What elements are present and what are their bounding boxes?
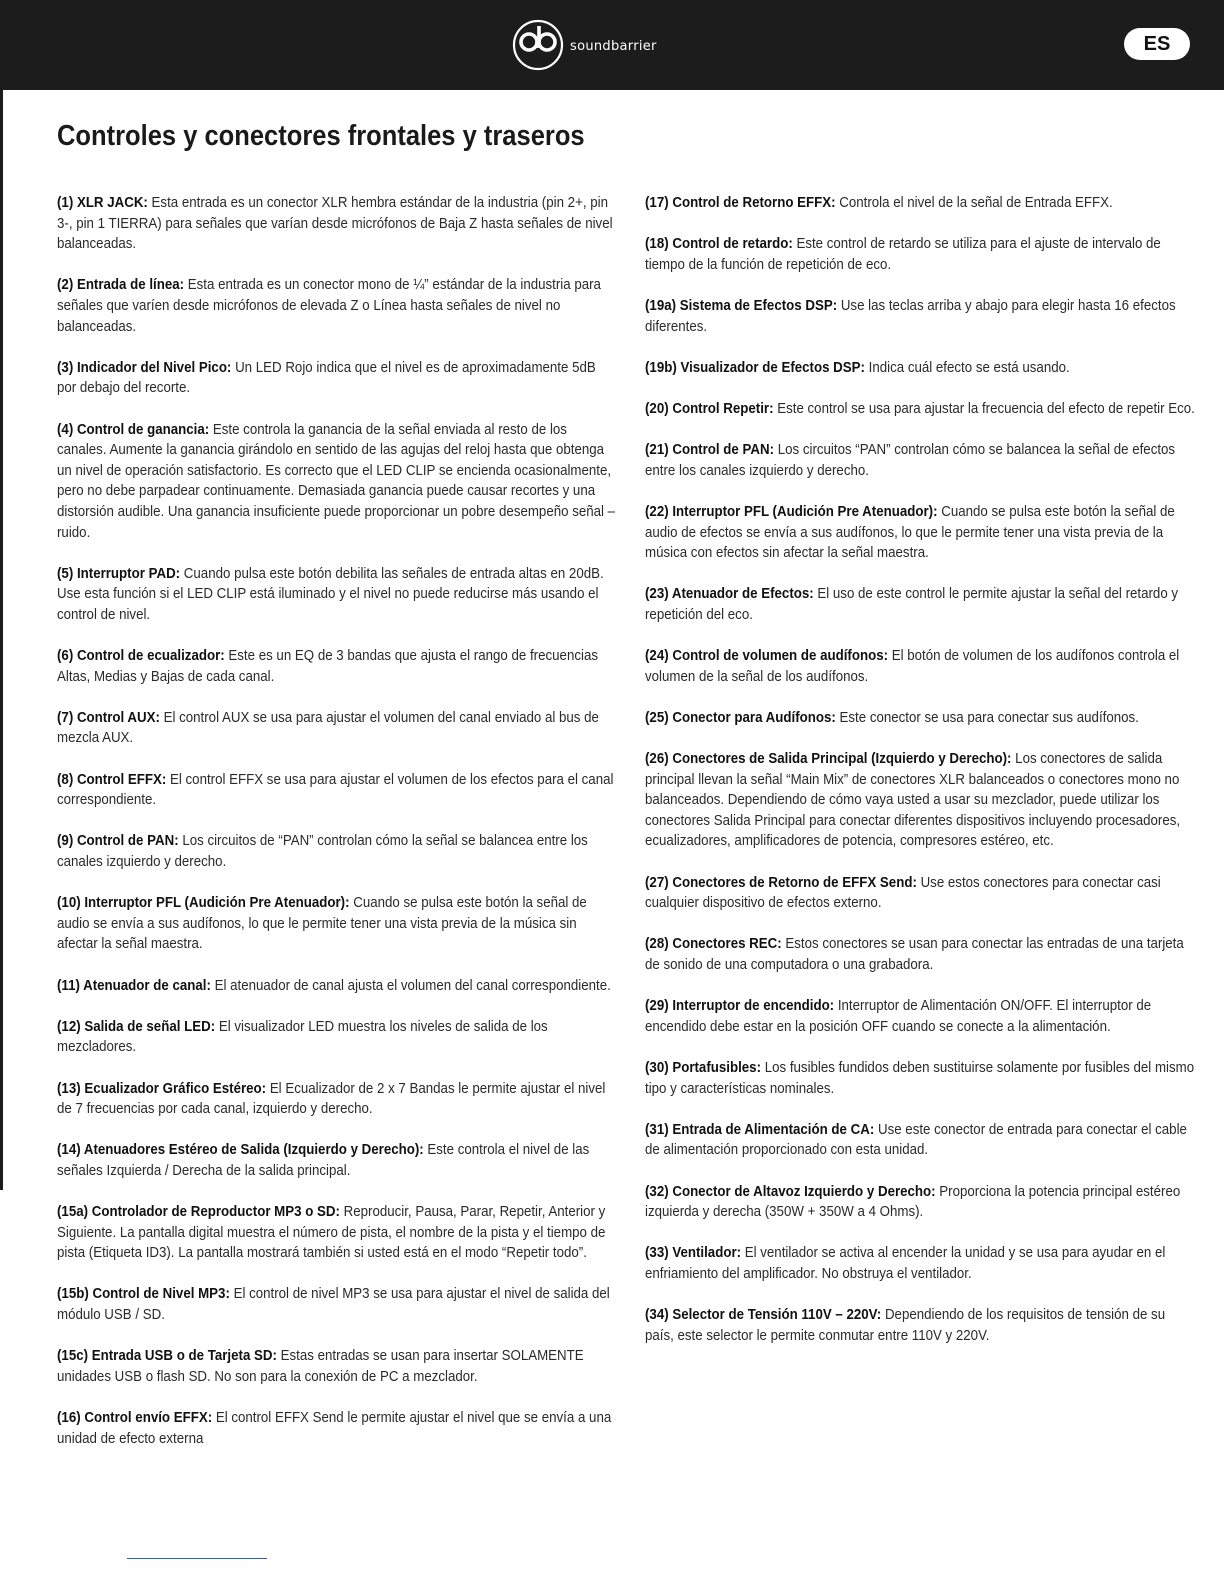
language-badge: ES bbox=[1124, 28, 1190, 60]
spec-term: (18) Control de retardo: bbox=[645, 236, 793, 253]
spec-item bbox=[645, 1243, 1195, 1284]
spec-term: (8) Control EFFX: bbox=[57, 771, 167, 788]
spec-term: (19a) Sistema de Efectos DSP: bbox=[645, 297, 838, 314]
spec-term: (1) XLR JACK: bbox=[57, 195, 148, 211]
spec-item bbox=[57, 1079, 617, 1120]
spec-description: El control EFFX se usa para ajustar el volumen de los efectos para el canal correspondiente. bbox=[57, 771, 614, 809]
spec-description: Este conector se usa para conectar sus audífonos. bbox=[835, 709, 1139, 726]
spec-item bbox=[645, 399, 1195, 420]
spec-item bbox=[645, 358, 1195, 379]
spec-description: El uso de este control le permite ajustar la señal del retardo y repetición del eco. bbox=[645, 586, 1179, 623]
spec-description: Proporciona la potencia principal estéreo izquierda y derecha (350W + 350W a 4 Ohms). bbox=[645, 1183, 1181, 1221]
spec-item bbox=[57, 1346, 617, 1387]
spec-item bbox=[57, 1284, 617, 1325]
spec-term: (16) Control envío EFFX: bbox=[57, 1410, 213, 1427]
spec-term: (4) Control de ganancia: bbox=[57, 421, 210, 438]
spec-description: Use este conector de entrada para conectar el cable de alimentación proporcionado con esta unidad. bbox=[645, 1121, 1187, 1159]
spec-term: (33) Ventilador: bbox=[645, 1245, 742, 1262]
spec-item bbox=[645, 646, 1195, 687]
spec-description: El control AUX se usa para ajustar el volumen del canal enviado al bus de mezcla AUX. bbox=[57, 709, 599, 747]
spec-item bbox=[645, 440, 1195, 481]
spec-description: Interruptor de Alimentación ON/OFF. El interruptor de encendido debe estar en la posición OFF cuando se conecte a la alimentación. bbox=[645, 998, 1152, 1035]
spec-term: (24) Control de volumen de audífonos: bbox=[645, 648, 889, 665]
spec-term: (10) Interruptor PFL (Audición Pre Atenuador): bbox=[57, 895, 350, 912]
spec-term: (12) Salida de señal LED: bbox=[57, 1018, 216, 1035]
spec-item bbox=[57, 275, 617, 337]
spec-item bbox=[57, 1140, 617, 1181]
spec-term: (7) Control AUX: bbox=[57, 709, 160, 726]
spec-item bbox=[645, 873, 1195, 914]
spec-term: (26) Conectores de Salida Principal (Izquierdo y Derecho): bbox=[645, 751, 1012, 768]
spec-item bbox=[57, 193, 617, 255]
spec-item bbox=[57, 564, 617, 626]
spec-description: Los fusibles fundidos deben sustituirse solamente por fusibles del mismo tipo y características nominales. bbox=[645, 1059, 1195, 1097]
spec-item bbox=[57, 770, 617, 811]
spec-item bbox=[645, 193, 1195, 214]
page-title: Controles y conectores frontales y traseros bbox=[57, 120, 585, 152]
spec-term: (30) Portafusibles: bbox=[645, 1059, 762, 1076]
left-margin-rule bbox=[0, 90, 3, 1190]
spec-description: Este control se usa para ajustar la frecuencia del efecto de repetir Eco. bbox=[773, 400, 1195, 417]
spec-term: (17) Control de Retorno EFFX: bbox=[645, 195, 836, 211]
spec-item bbox=[57, 646, 617, 687]
spec-term: (6) Control de ecualizador: bbox=[57, 648, 225, 665]
spec-description: Los circuitos de “PAN” controlan cómo la señal se balancea entre los canales izquierdo y derecho. bbox=[57, 833, 588, 870]
spec-description: El botón de volumen de los audífonos controla el volumen de la señal de los audífonos. bbox=[645, 648, 1180, 685]
spec-term: (11) Atenuador de canal: bbox=[57, 977, 211, 994]
spec-description: Los circuitos “PAN” controlan cómo se balancea la señal de efectos entre los canales izquierdo y derecho. bbox=[645, 442, 1176, 479]
spec-description: Cuando se pulsa este botón la señal de audio de efectos se envía a sus audífonos, lo que le permite tener una vista previa de la música con efectos sin afectar la señal maestra. bbox=[645, 503, 1175, 562]
spec-description: Reproducir, Pausa, Parar, Repetir, Anterior y Siguiente. La pantalla digital muestra el número de pista, el nombre de la pista y el tiempo de pista (Etiqueta ID3). La pantalla mostrará también si usted está en el modo “Repetir todo”. bbox=[57, 1204, 606, 1262]
spec-item bbox=[645, 996, 1195, 1037]
spec-term: (3) Indicador del Nivel Pico: bbox=[57, 359, 232, 376]
spec-description: Indica cuál efecto se está usando. bbox=[864, 359, 1070, 376]
spec-description: Esta entrada es un conector mono de ¼” estándar de la industria para señales que varíen desde micrófonos de elevada Z o Línea hasta señales de nivel no balanceadas. bbox=[57, 277, 601, 335]
spec-term: (9) Control de PAN: bbox=[57, 833, 179, 850]
brand-logo bbox=[510, 18, 657, 72]
spec-description: Esta entrada es un conector XLR hembra estándar de la industria (pin 2+, pin 3-, pin 1 TIERRA) para señales que varían desde micrófonos de Baja Z hasta señales de nivel balanceadas. bbox=[57, 195, 613, 253]
spec-description: El ventilador se activa al encender la unidad y se usa para ayudar en el enfriamiento del amplificador. No obstruya el ventilador. bbox=[645, 1245, 1166, 1282]
spec-description: Este controla el nivel de las señales Izquierda / Derecha de la salida principal. bbox=[57, 1142, 590, 1179]
spec-term: (25) Conector para Audífonos: bbox=[645, 709, 836, 726]
spec-term: (28) Conectores REC: bbox=[645, 936, 782, 953]
spec-description: Estos conectores se usan para conectar las entradas de una tarjeta de sonido de una computadora o una grabadora. bbox=[645, 936, 1184, 973]
spec-item bbox=[57, 420, 617, 544]
spec-term: (15b) Control de Nivel MP3: bbox=[57, 1286, 230, 1303]
spec-description: Un LED Rojo indica que el nivel es de aproximadamente 5dB por debajo del recorte. bbox=[57, 359, 596, 397]
spec-description: Use estos conectores para conectar casi cualquier dispositivo de efectos externo. bbox=[645, 874, 1161, 912]
spec-term: (21) Control de PAN: bbox=[645, 442, 775, 459]
spec-description: Controla el nivel de la señal de Entrada EFFX. bbox=[835, 195, 1113, 211]
spec-item bbox=[57, 1017, 617, 1058]
spec-item bbox=[57, 708, 617, 749]
spec-item bbox=[645, 1058, 1195, 1099]
spec-item bbox=[645, 708, 1195, 729]
spec-term: (14) Atenuadores Estéreo de Salida (Izquierdo y Derecho): bbox=[57, 1142, 424, 1159]
spec-item bbox=[645, 502, 1195, 564]
spec-item bbox=[645, 1120, 1195, 1161]
spec-term: (20) Control Repetir: bbox=[645, 400, 774, 417]
spec-description: Este control de retardo se utiliza para el ajuste de intervalo de tiempo de la función de repetición de eco. bbox=[645, 236, 1161, 273]
spec-term: (2) Entrada de línea: bbox=[57, 277, 185, 294]
spec-item bbox=[645, 234, 1195, 275]
spec-description: Los conectores de salida principal llevan la señal “Main Mix” de conectores XLR balanceados o conectores mono no balanceados. Dependiendo de cómo vaya usted a usar su mezclador, puede utilizar los conectores Salida Principal para conectar diferentes dispositivos incluyendo procesadores, ecualizadores, amplificadores de potencia, compresores estéreo, etc. bbox=[645, 751, 1181, 850]
soundbarrier-logo-icon bbox=[510, 18, 566, 72]
left-column bbox=[57, 193, 617, 1470]
spec-item bbox=[57, 976, 617, 997]
spec-term: (23) Atenuador de Efectos: bbox=[645, 586, 814, 603]
spec-term: (27) Conectores de Retorno de EFFX Send: bbox=[645, 874, 917, 891]
spec-description: Use las teclas arriba y abajo para elegir hasta 16 efectos diferentes. bbox=[645, 297, 1176, 335]
spec-item bbox=[645, 1305, 1195, 1346]
spec-description: Este controla la ganancia de la señal enviada al resto de los canales. Aumente la ganancia girándolo en sentido de las agujas del reloj hasta que obtenga un nivel de operación satisfactorio. Es correcto que el LED CLIP se encienda ocasionalmente, pero no debe parpadear continuamente. Demasiada ganancia puede causar recortes y una distorsión audible. Una ganancia insuficiente puede proporcionar un pobre desempeño señal – ruido. bbox=[57, 421, 616, 541]
spec-item bbox=[645, 584, 1195, 625]
spec-item bbox=[57, 1408, 617, 1449]
spec-description: Cuando se pulsa este botón la señal de audio se envía a sus audífonos, lo que le permite tener una vista previa de la música sin afectar la señal maestra. bbox=[57, 895, 587, 953]
spec-term: (34) Selector de Tensión 110V – 220V: bbox=[645, 1307, 882, 1324]
spec-description: El visualizador LED muestra los niveles de salida de los mezcladores. bbox=[57, 1018, 548, 1056]
right-column bbox=[645, 193, 1195, 1367]
spec-item bbox=[57, 358, 617, 399]
page-header bbox=[0, 0, 1224, 90]
spec-description: El atenuador de canal ajusta el volumen del canal correspondiente. bbox=[210, 977, 611, 994]
spec-term: (32) Conector de Altavoz Izquierdo y Derecho: bbox=[645, 1183, 936, 1200]
spec-description: Dependiendo de los requisitos de tensión de su país, este selector le permite conmutar entre 110V y 220V. bbox=[645, 1307, 1166, 1344]
spec-item bbox=[57, 831, 617, 872]
spec-item bbox=[645, 749, 1195, 852]
spec-item bbox=[645, 934, 1195, 975]
spec-term: (5) Interruptor PAD: bbox=[57, 565, 181, 582]
spec-term: (13) Ecualizador Gráfico Estéreo: bbox=[57, 1080, 267, 1097]
spec-item bbox=[57, 1202, 617, 1264]
brand-name: soundbarrier bbox=[570, 38, 657, 54]
spec-item bbox=[645, 1182, 1195, 1223]
spec-item bbox=[57, 893, 617, 955]
spec-item bbox=[645, 296, 1195, 337]
spec-term: (15a) Controlador de Reproductor MP3 o SD: bbox=[57, 1204, 340, 1221]
spec-term: (15c) Entrada USB o de Tarjeta SD: bbox=[57, 1348, 277, 1365]
spec-description: El control EFFX Send le permite ajustar el nivel que se envía a una unidad de efecto externa bbox=[57, 1410, 612, 1447]
spec-description: El control de nivel MP3 se usa para ajustar el nivel de salida del módulo USB / SD. bbox=[57, 1286, 610, 1324]
spec-description: El Ecualizador de 2 x 7 Bandas le permite ajustar el nivel de 7 frecuencias por cada canal, izquierdo y derecho. bbox=[57, 1080, 606, 1118]
spec-term: (19b) Visualizador de Efectos DSP: bbox=[645, 359, 865, 376]
spec-description: Este es un EQ de 3 bandas que ajusta el rango de frecuencias Altas, Medias y Bajas de cada canal. bbox=[57, 648, 598, 685]
spec-term: (31) Entrada de Alimentación de CA: bbox=[645, 1121, 875, 1138]
spec-term: (22) Interruptor PFL (Audición Pre Atenuador): bbox=[645, 503, 938, 520]
spec-term: (29) Interruptor de encendido: bbox=[645, 998, 835, 1015]
spec-description: Estas entradas se usan para insertar SOLAMENTE unidades USB o flash SD. No son para la conexión de PC a mezclador. bbox=[57, 1348, 584, 1385]
spec-description: Cuando pulsa este botón debilita las señales de entrada altas en 20dB. Use esta función si el LED CLIP está iluminado y el nivel no puede reducirse más usando el control de nivel. bbox=[57, 565, 604, 623]
footer-link-underline bbox=[127, 1558, 267, 1559]
